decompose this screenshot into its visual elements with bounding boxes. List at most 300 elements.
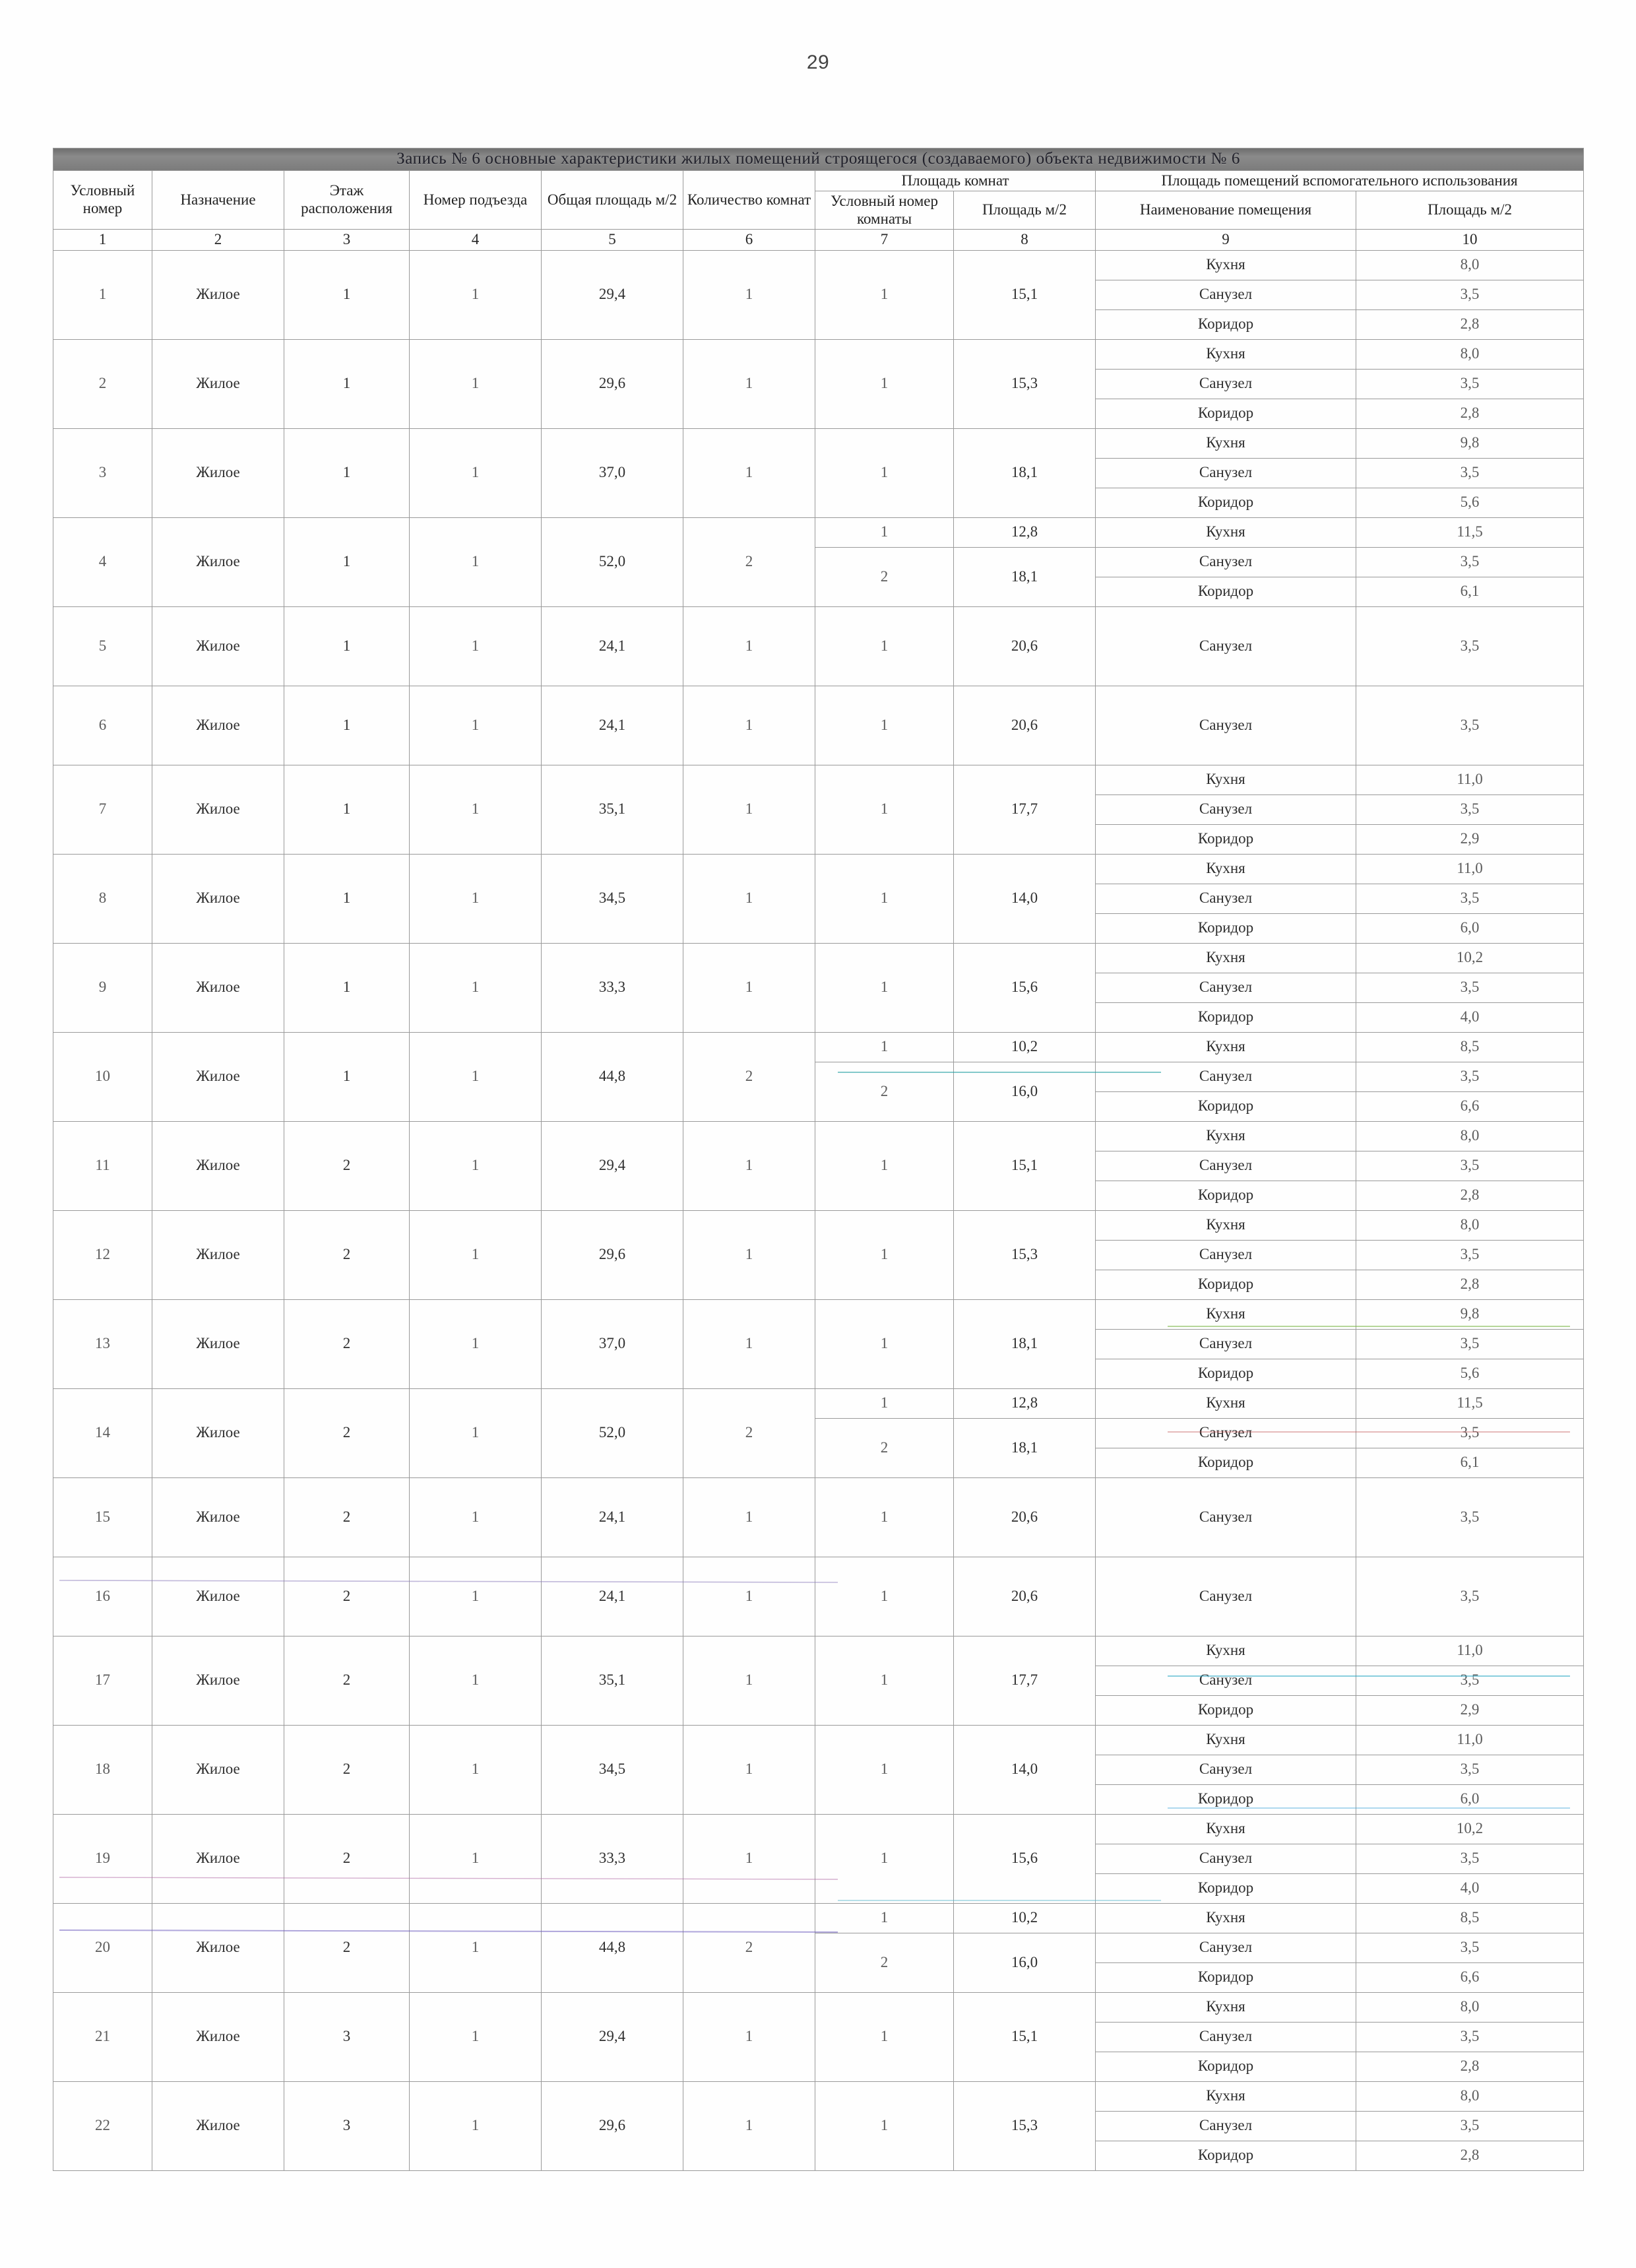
cell-floor: 2 [284, 1477, 410, 1557]
header-room-area: Площадь м/2 [954, 191, 1096, 230]
cell-aux-room-name: Санузел [1096, 1477, 1356, 1557]
cell-aux-room-name: Санузел [1096, 1151, 1356, 1181]
cell-aux-room-area: 4,0 [1356, 1002, 1584, 1032]
cell-aux-room-area: 3,5 [1356, 686, 1584, 765]
cell-room-area: 20,6 [954, 686, 1096, 765]
cell-entrance-number: 1 [410, 606, 542, 686]
cell-room-area: 10,2 [954, 1903, 1096, 1933]
cell-aux-room-name: Коридор [1096, 1873, 1356, 1903]
cell-entrance-number: 1 [410, 1636, 542, 1725]
cell-floor: 1 [284, 1032, 410, 1121]
cell-entrance-number: 1 [410, 1814, 542, 1903]
cell-room-area: 18,1 [954, 547, 1096, 606]
cell-aux-room-area: 5,6 [1356, 488, 1584, 517]
cell-aux-room-name: Санузел [1096, 1329, 1356, 1359]
cell-room-conditional-number: 1 [815, 1557, 954, 1636]
cell-aux-room-area: 2,8 [1356, 309, 1584, 339]
table-row [53, 2081, 1584, 2111]
table-row [53, 1903, 1584, 1933]
cell-total-area: 34,5 [542, 854, 683, 943]
cell-aux-room-area: 6,6 [1356, 1091, 1584, 1121]
cell-rooms-count: 1 [683, 1557, 815, 1636]
cell-aux-room-area: 3,5 [1356, 884, 1584, 913]
table-row [53, 854, 1584, 884]
cell-total-area: 29,4 [542, 1121, 683, 1210]
cell-floor: 1 [284, 765, 410, 854]
cell-aux-room-name: Санузел [1096, 1557, 1356, 1636]
cell-room-conditional-number: 1 [815, 1032, 954, 1062]
cell-total-area: 34,5 [542, 1725, 683, 1814]
cell-room-conditional-number: 1 [815, 1636, 954, 1725]
table-row [53, 1121, 1584, 1151]
cell-floor: 1 [284, 428, 410, 517]
cell-total-area: 37,0 [542, 1299, 683, 1388]
cell-aux-room-area: 3,5 [1356, 458, 1584, 488]
cell-entrance-number: 1 [410, 943, 542, 1032]
cell-rooms-count: 1 [683, 765, 815, 854]
cell-aux-room-name: Коридор [1096, 577, 1356, 606]
cell-aux-room-area: 8,0 [1356, 339, 1584, 369]
cell-entrance-number: 1 [410, 765, 542, 854]
cell-aux-room-name: Санузел [1096, 1933, 1356, 1962]
cell-aux-room-area: 3,5 [1356, 1557, 1584, 1636]
cell-entrance-number: 1 [410, 1032, 542, 1121]
table-title: Запись № 6 основные характеристики жилых помещений строящегося (создаваемого) объекта недвижимости № 6 [53, 148, 1584, 171]
cell-aux-room-name: Кухня [1096, 339, 1356, 369]
cell-aux-room-area: 3,5 [1356, 1477, 1584, 1557]
cell-aux-room-area: 10,2 [1356, 943, 1584, 973]
cell-room-conditional-number: 2 [815, 1933, 954, 1992]
cell-room-conditional-number: 1 [815, 517, 954, 547]
cell-room-area: 15,1 [954, 1992, 1096, 2081]
header-rooms-count: Количество комнат [683, 170, 815, 229]
cell-conditional-number: 21 [53, 1992, 152, 2081]
cell-conditional-number: 13 [53, 1299, 152, 1388]
cell-aux-room-area: 2,8 [1356, 2052, 1584, 2081]
cell-entrance-number: 1 [410, 1477, 542, 1557]
cell-aux-room-name: Кухня [1096, 854, 1356, 884]
cell-aux-room-name: Коридор [1096, 1359, 1356, 1388]
cell-aux-room-name: Коридор [1096, 1448, 1356, 1477]
cell-floor: 1 [284, 250, 410, 339]
cell-aux-room-name: Коридор [1096, 913, 1356, 943]
table-row [53, 1477, 1584, 1557]
cell-aux-room-name: Санузел [1096, 973, 1356, 1002]
cell-room-conditional-number: 1 [815, 765, 954, 854]
cell-rooms-count: 1 [683, 1477, 815, 1557]
cell-aux-room-area: 2,8 [1356, 2141, 1584, 2170]
cell-aux-room-area: 3,5 [1356, 973, 1584, 1002]
cell-room-area: 15,6 [954, 943, 1096, 1032]
cell-aux-room-area: 2,8 [1356, 1270, 1584, 1299]
cell-floor: 1 [284, 517, 410, 606]
cell-floor: 1 [284, 943, 410, 1032]
cell-purpose: Жилое [152, 1814, 284, 1903]
cell-aux-room-area: 2,8 [1356, 1181, 1584, 1210]
cell-floor: 3 [284, 2081, 410, 2170]
cell-aux-room-name: Кухня [1096, 1636, 1356, 1666]
cell-entrance-number: 1 [410, 686, 542, 765]
cell-room-conditional-number: 1 [815, 686, 954, 765]
cell-aux-room-name: Коридор [1096, 399, 1356, 428]
cell-floor: 2 [284, 1388, 410, 1477]
header-aux-room-area: Площадь м/2 [1356, 191, 1584, 230]
cell-aux-room-name: Кухня [1096, 428, 1356, 458]
cell-room-area: 16,0 [954, 1062, 1096, 1121]
cell-conditional-number: 5 [53, 606, 152, 686]
cell-purpose: Жилое [152, 854, 284, 943]
cell-total-area: 33,3 [542, 1814, 683, 1903]
cell-entrance-number: 1 [410, 428, 542, 517]
cell-total-area: 24,1 [542, 1477, 683, 1557]
cell-aux-room-area: 6,0 [1356, 913, 1584, 943]
cell-rooms-count: 1 [683, 1725, 815, 1814]
cell-aux-room-name: Санузел [1096, 1844, 1356, 1873]
cell-purpose: Жилое [152, 517, 284, 606]
cell-aux-room-name: Кухня [1096, 1903, 1356, 1933]
cell-entrance-number: 1 [410, 1121, 542, 1210]
cell-aux-room-area: 8,0 [1356, 1121, 1584, 1151]
cell-rooms-count: 1 [683, 2081, 815, 2170]
cell-aux-room-area: 3,5 [1356, 1329, 1584, 1359]
header-room-conditional-number: Условный номер комнаты [815, 191, 954, 230]
cell-aux-room-area: 11,5 [1356, 517, 1584, 547]
cell-aux-room-area: 6,0 [1356, 1784, 1584, 1814]
cell-aux-room-area: 8,5 [1356, 1032, 1584, 1062]
cell-total-area: 33,3 [542, 943, 683, 1032]
cell-aux-room-area: 3,5 [1356, 1418, 1584, 1448]
cell-room-area: 15,6 [954, 1814, 1096, 1903]
column-number: 10 [1356, 230, 1584, 250]
cell-aux-room-name: Санузел [1096, 1666, 1356, 1695]
cell-floor: 1 [284, 339, 410, 428]
cell-floor: 2 [284, 1299, 410, 1388]
cell-total-area: 29,4 [542, 1992, 683, 2081]
cell-room-area: 15,3 [954, 339, 1096, 428]
header-conditional-number: Условный номер [53, 170, 152, 229]
table-container [53, 148, 1583, 2171]
cell-rooms-count: 1 [683, 1299, 815, 1388]
cell-room-area: 12,8 [954, 517, 1096, 547]
cell-aux-room-area: 11,0 [1356, 854, 1584, 884]
column-number: 1 [53, 230, 152, 250]
cell-total-area: 29,6 [542, 2081, 683, 2170]
cell-aux-room-name: Санузел [1096, 1418, 1356, 1448]
cell-conditional-number: 19 [53, 1814, 152, 1903]
cell-aux-room-area: 3,5 [1356, 280, 1584, 309]
cell-room-conditional-number: 1 [815, 1299, 954, 1388]
cell-aux-room-area: 8,0 [1356, 2081, 1584, 2111]
cell-aux-room-area: 9,8 [1356, 428, 1584, 458]
cell-aux-room-area: 9,8 [1356, 1299, 1584, 1329]
cell-purpose: Жилое [152, 1299, 284, 1388]
table-row [53, 1210, 1584, 1240]
cell-aux-room-name: Кухня [1096, 1725, 1356, 1755]
cell-purpose: Жилое [152, 1725, 284, 1814]
cell-room-area: 18,1 [954, 1299, 1096, 1388]
cell-aux-room-name: Санузел [1096, 547, 1356, 577]
cell-floor: 2 [284, 1636, 410, 1725]
cell-total-area: 44,8 [542, 1032, 683, 1121]
cell-conditional-number: 15 [53, 1477, 152, 1557]
cell-conditional-number: 1 [53, 250, 152, 339]
cell-entrance-number: 1 [410, 1299, 542, 1388]
table-row [53, 250, 1584, 280]
cell-floor: 2 [284, 1121, 410, 1210]
cell-aux-room-name: Коридор [1096, 1270, 1356, 1299]
cell-rooms-count: 1 [683, 428, 815, 517]
cell-aux-room-name: Коридор [1096, 824, 1356, 854]
cell-entrance-number: 1 [410, 339, 542, 428]
cell-room-area: 20,6 [954, 606, 1096, 686]
cell-room-conditional-number: 1 [815, 1477, 954, 1557]
cell-aux-room-name: Санузел [1096, 1240, 1356, 1270]
cell-conditional-number: 14 [53, 1388, 152, 1477]
cell-floor: 1 [284, 606, 410, 686]
cell-aux-room-name: Коридор [1096, 488, 1356, 517]
cell-room-area: 15,3 [954, 2081, 1096, 2170]
cell-total-area: 24,1 [542, 1557, 683, 1636]
cell-purpose: Жилое [152, 1388, 284, 1477]
cell-total-area: 52,0 [542, 1388, 683, 1477]
cell-purpose: Жилое [152, 1903, 284, 1992]
cell-room-area: 18,1 [954, 428, 1096, 517]
cell-conditional-number: 18 [53, 1725, 152, 1814]
cell-aux-room-area: 6,1 [1356, 577, 1584, 606]
table-row [53, 1992, 1584, 2022]
cell-room-conditional-number: 1 [815, 1388, 954, 1418]
cell-room-conditional-number: 1 [815, 1121, 954, 1210]
cell-conditional-number: 12 [53, 1210, 152, 1299]
cell-room-conditional-number: 1 [815, 250, 954, 339]
cell-aux-room-name: Коридор [1096, 2141, 1356, 2170]
cell-total-area: 29,4 [542, 250, 683, 339]
cell-aux-room-area: 3,5 [1356, 1844, 1584, 1873]
cell-aux-room-name: Кухня [1096, 1388, 1356, 1418]
cell-total-area: 29,6 [542, 339, 683, 428]
table-row [53, 339, 1584, 369]
cell-aux-room-name: Кухня [1096, 1032, 1356, 1062]
cell-room-conditional-number: 1 [815, 1992, 954, 2081]
cell-room-area: 10,2 [954, 1032, 1096, 1062]
cell-rooms-count: 1 [683, 339, 815, 428]
cell-total-area: 24,1 [542, 686, 683, 765]
table-row [53, 943, 1584, 973]
column-number: 9 [1096, 230, 1356, 250]
table-row [53, 606, 1584, 686]
cell-total-area: 29,6 [542, 1210, 683, 1299]
cell-aux-room-name: Санузел [1096, 2022, 1356, 2052]
column-number: 3 [284, 230, 410, 250]
cell-rooms-count: 1 [683, 1992, 815, 2081]
cell-purpose: Жилое [152, 1636, 284, 1725]
cell-aux-room-area: 5,6 [1356, 1359, 1584, 1388]
cell-aux-room-name: Коридор [1096, 1962, 1356, 1992]
cell-aux-room-name: Коридор [1096, 1181, 1356, 1210]
column-number: 4 [410, 230, 542, 250]
cell-room-conditional-number: 2 [815, 1062, 954, 1121]
page-number: 29 [806, 51, 830, 73]
cell-total-area: 35,1 [542, 765, 683, 854]
cell-aux-room-area: 3,5 [1356, 606, 1584, 686]
cell-conditional-number: 4 [53, 517, 152, 606]
cell-room-area: 17,7 [954, 765, 1096, 854]
cell-aux-room-area: 11,0 [1356, 1725, 1584, 1755]
cell-aux-room-area: 3,5 [1356, 1240, 1584, 1270]
cell-aux-room-area: 3,5 [1356, 794, 1584, 824]
cell-aux-room-area: 3,5 [1356, 1755, 1584, 1784]
cell-room-area: 14,0 [954, 854, 1096, 943]
cell-floor: 1 [284, 686, 410, 765]
cell-aux-room-name: Санузел [1096, 606, 1356, 686]
cell-room-conditional-number: 2 [815, 547, 954, 606]
cell-entrance-number: 1 [410, 1992, 542, 2081]
cell-aux-room-area: 2,8 [1356, 399, 1584, 428]
cell-room-conditional-number: 1 [815, 1903, 954, 1933]
column-number: 2 [152, 230, 284, 250]
cell-aux-room-name: Кухня [1096, 1210, 1356, 1240]
cell-aux-room-area: 3,5 [1356, 1666, 1584, 1695]
cell-purpose: Жилое [152, 339, 284, 428]
cell-aux-room-area: 4,0 [1356, 1873, 1584, 1903]
cell-aux-room-name: Кухня [1096, 765, 1356, 794]
cell-room-conditional-number: 1 [815, 339, 954, 428]
column-number: 8 [954, 230, 1096, 250]
table-row [53, 1636, 1584, 1666]
cell-room-conditional-number: 1 [815, 1210, 954, 1299]
cell-room-area: 12,8 [954, 1388, 1096, 1418]
cell-rooms-count: 1 [683, 1121, 815, 1210]
cell-aux-room-area: 6,1 [1356, 1448, 1584, 1477]
cell-room-conditional-number: 1 [815, 854, 954, 943]
cell-room-area: 14,0 [954, 1725, 1096, 1814]
cell-aux-room-name: Санузел [1096, 1062, 1356, 1091]
cell-rooms-count: 2 [683, 517, 815, 606]
cell-aux-room-name: Коридор [1096, 2052, 1356, 2081]
cell-conditional-number: 17 [53, 1636, 152, 1725]
table-row [53, 1388, 1584, 1418]
header-row-groups [53, 170, 1584, 191]
cell-aux-room-name: Кухня [1096, 517, 1356, 547]
column-number: 7 [815, 230, 954, 250]
cell-room-area: 15,3 [954, 1210, 1096, 1299]
table-title-row [53, 148, 1584, 171]
column-number: 5 [542, 230, 683, 250]
cell-entrance-number: 1 [410, 517, 542, 606]
cell-floor: 2 [284, 1814, 410, 1903]
cell-purpose: Жилое [152, 686, 284, 765]
cell-purpose: Жилое [152, 1032, 284, 1121]
cell-aux-room-name: Кухня [1096, 250, 1356, 280]
cell-aux-room-area: 11,5 [1356, 1388, 1584, 1418]
cell-room-area: 15,1 [954, 1121, 1096, 1210]
cell-purpose: Жилое [152, 250, 284, 339]
cell-aux-room-area: 3,5 [1356, 1062, 1584, 1091]
cell-conditional-number: 22 [53, 2081, 152, 2170]
cell-room-area: 15,1 [954, 250, 1096, 339]
cell-aux-room-area: 6,6 [1356, 1962, 1584, 1992]
cell-floor: 2 [284, 1557, 410, 1636]
cell-room-area: 17,7 [954, 1636, 1096, 1725]
cell-room-conditional-number: 1 [815, 428, 954, 517]
cell-aux-room-area: 3,5 [1356, 1151, 1584, 1181]
header-entrance-number: Номер подъезда [410, 170, 542, 229]
cell-purpose: Жилое [152, 1992, 284, 2081]
cell-aux-room-area: 10,2 [1356, 1814, 1584, 1844]
property-characteristics-table [53, 148, 1584, 2171]
cell-room-area: 20,6 [954, 1557, 1096, 1636]
column-number-row [53, 230, 1584, 250]
cell-aux-room-name: Коридор [1096, 309, 1356, 339]
cell-aux-room-name: Коридор [1096, 1091, 1356, 1121]
cell-aux-room-area: 8,0 [1356, 1210, 1584, 1240]
cell-rooms-count: 2 [683, 1032, 815, 1121]
cell-aux-room-area: 2,9 [1356, 824, 1584, 854]
header-aux-room-name: Наименование помещения [1096, 191, 1356, 230]
cell-rooms-count: 1 [683, 1814, 815, 1903]
cell-aux-room-area: 8,0 [1356, 250, 1584, 280]
cell-purpose: Жилое [152, 2081, 284, 2170]
cell-aux-room-name: Кухня [1096, 1814, 1356, 1844]
cell-conditional-number: 11 [53, 1121, 152, 1210]
cell-aux-room-name: Кухня [1096, 1121, 1356, 1151]
cell-aux-room-name: Коридор [1096, 1002, 1356, 1032]
cell-total-area: 44,8 [542, 1903, 683, 1992]
cell-rooms-count: 1 [683, 1636, 815, 1725]
cell-aux-room-name: Кухня [1096, 1992, 1356, 2022]
table-row [53, 428, 1584, 458]
cell-room-conditional-number: 1 [815, 2081, 954, 2170]
cell-rooms-count: 1 [683, 250, 815, 339]
table-row [53, 765, 1584, 794]
cell-entrance-number: 1 [410, 2081, 542, 2170]
cell-floor: 3 [284, 1992, 410, 2081]
header-total-area: Общая площадь м/2 [542, 170, 683, 229]
cell-aux-room-name: Коридор [1096, 1784, 1356, 1814]
cell-aux-room-name: Кухня [1096, 2081, 1356, 2111]
cell-conditional-number: 16 [53, 1557, 152, 1636]
cell-aux-room-area: 8,5 [1356, 1903, 1584, 1933]
cell-rooms-count: 2 [683, 1903, 815, 1992]
cell-room-area: 20,6 [954, 1477, 1096, 1557]
cell-room-conditional-number: 1 [815, 1725, 954, 1814]
cell-rooms-count: 1 [683, 943, 815, 1032]
table-row [53, 1032, 1584, 1062]
cell-entrance-number: 1 [410, 1388, 542, 1477]
cell-total-area: 24,1 [542, 606, 683, 686]
cell-purpose: Жилое [152, 606, 284, 686]
cell-conditional-number: 2 [53, 339, 152, 428]
cell-aux-room-name: Санузел [1096, 794, 1356, 824]
cell-rooms-count: 1 [683, 686, 815, 765]
cell-aux-room-name: Санузел [1096, 458, 1356, 488]
cell-purpose: Жилое [152, 1121, 284, 1210]
cell-total-area: 37,0 [542, 428, 683, 517]
cell-floor: 1 [284, 854, 410, 943]
cell-rooms-count: 1 [683, 606, 815, 686]
cell-purpose: Жилое [152, 1477, 284, 1557]
cell-aux-room-area: 3,5 [1356, 2111, 1584, 2141]
cell-room-area: 16,0 [954, 1933, 1096, 1992]
cell-floor: 2 [284, 1210, 410, 1299]
cell-conditional-number: 7 [53, 765, 152, 854]
table-row [53, 1725, 1584, 1755]
cell-aux-room-area: 11,0 [1356, 765, 1584, 794]
header-floor: Этаж расположения [284, 170, 410, 229]
cell-rooms-count: 2 [683, 1388, 815, 1477]
cell-room-conditional-number: 1 [815, 606, 954, 686]
cell-aux-room-name: Санузел [1096, 686, 1356, 765]
